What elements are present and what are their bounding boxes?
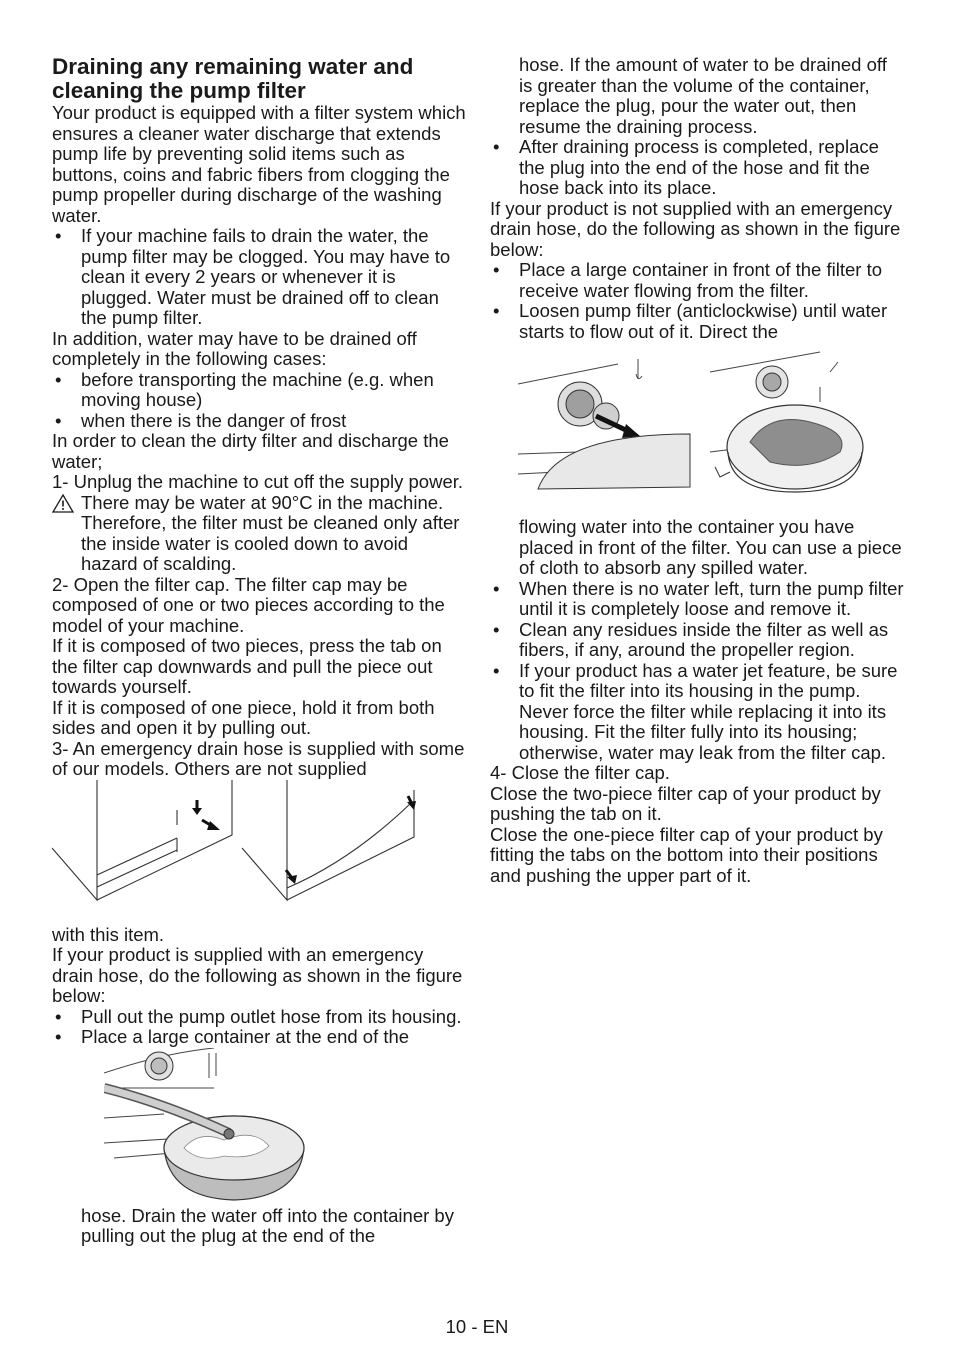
warning-triangle-icon xyxy=(52,494,74,513)
list-item: • When there is no water left, turn the pump filter until it is completely loose and remove it. xyxy=(490,579,905,620)
step-3: 3- An emergency drain hose is supplied with some of our models. Others are not supplied xyxy=(52,737,465,779)
paragraph: In order to clean the dirty filter and discharge the water; xyxy=(52,430,449,472)
step-2: 2- Open the filter cap. The filter cap may be composed of one or two pieces according to the model of your machine. xyxy=(52,573,445,636)
list-item: • If your machine fails to drain the water, the pump filter may be clogged. You may have to clean it every 2 years or whenever it is plugged. Water must be drained off to clean the pump filter. xyxy=(52,226,467,329)
bullet-list xyxy=(52,226,467,329)
list-item: • Loosen pump filter (anticlockwise) until water starts to flow out of it. Direct the xyxy=(490,301,905,342)
paragraph: with this item. xyxy=(52,923,165,945)
paragraph: If it is composed of one piece, hold it from both sides and open it by pulling out. xyxy=(52,696,435,738)
section-heading: Draining any remaining water and cleaning the pump filter xyxy=(52,54,414,103)
list-item: • Pull out the pump outlet hose from its housing. xyxy=(52,1007,467,1028)
paragraph: flowing water into the container you have placed in front of the filter. You can use a piece of cloth to absorb any spilled water. xyxy=(519,516,902,578)
warning-note xyxy=(52,493,467,575)
list-item: • when there is the danger of frost xyxy=(52,411,467,432)
bullet-list xyxy=(490,260,905,342)
list-item: • Place a large container at the end of the xyxy=(52,1027,467,1048)
page-number: 10 - EN xyxy=(445,1316,509,1337)
list-item: • If your product has a water jet feature, be sure to fit the filter into its housing in the pump. Never force the filter while replacing it into its housing. Fit the filter fully into its housing; otherwise, water may leak from the filter cap. xyxy=(490,661,905,764)
filter-flow-figure xyxy=(490,342,905,517)
paragraph: Close the one-piece filter cap of your product by fitting the tabs on the bottom into their positions and pushing the upper part of it. xyxy=(490,823,883,886)
hose-drain-figure xyxy=(104,1048,504,1206)
step-1: 1- Unplug the machine to cut off the supply power. xyxy=(52,471,464,492)
list-item: • before transporting the machine (e.g. when moving house) xyxy=(52,370,467,411)
list-item: • Clean any residues inside the filter as well as fibers, if any, around the propeller region. xyxy=(490,620,905,661)
left-column xyxy=(52,55,467,1247)
bullet-list xyxy=(490,137,905,199)
paragraph: Close the two-piece filter cap of your product by pushing the tab on it. xyxy=(490,782,881,824)
bullet-list xyxy=(490,579,905,764)
paragraph: If it is composed of two pieces, press the tab on the filter cap downwards and pull the piece out towards yourself. xyxy=(52,635,442,697)
right-column xyxy=(490,55,905,886)
bullet-list xyxy=(52,370,467,432)
list-item: • Place a large container in front of the filter to receive water flowing from the filter. xyxy=(490,260,905,301)
paragraph: If your product is not supplied with an emergency drain hose, do the following as shown in the figure below: xyxy=(490,197,901,260)
paragraph: hose. If the amount of water to be drained off is greater than the volume of the container, replace the plug, pour the water out, then resume the draining process. xyxy=(519,54,887,137)
paragraph: In addition, water may have to be drained off completely in the following cases: xyxy=(52,327,417,369)
list-item: • After draining process is completed, replace the plug into the end of the hose and fit the hose back into its place. xyxy=(490,137,905,199)
bullet-list xyxy=(52,1007,467,1048)
paragraph: If your product is supplied with an emergency drain hose, do the following as shown in the figure below: xyxy=(52,944,463,1006)
filter-cap-figure xyxy=(52,780,452,925)
step-4: 4- Close the filter cap. xyxy=(490,762,670,783)
intro-paragraph: Your product is equipped with a filter system which ensures a cleaner water discharge that extends pump life by preventing solid items such as buttons, coins and fabric fibers from clogging the pump propeller during discharge of the washing water. xyxy=(52,102,466,226)
warning-text: There may be water at 90°C in the machine. Therefore, the filter must be cleaned only after the inside water is cooled down to avoid hazard of scalding. xyxy=(81,491,460,574)
paragraph: hose. Drain the water off into the container by pulling out the plug at the end of the xyxy=(81,1204,454,1246)
